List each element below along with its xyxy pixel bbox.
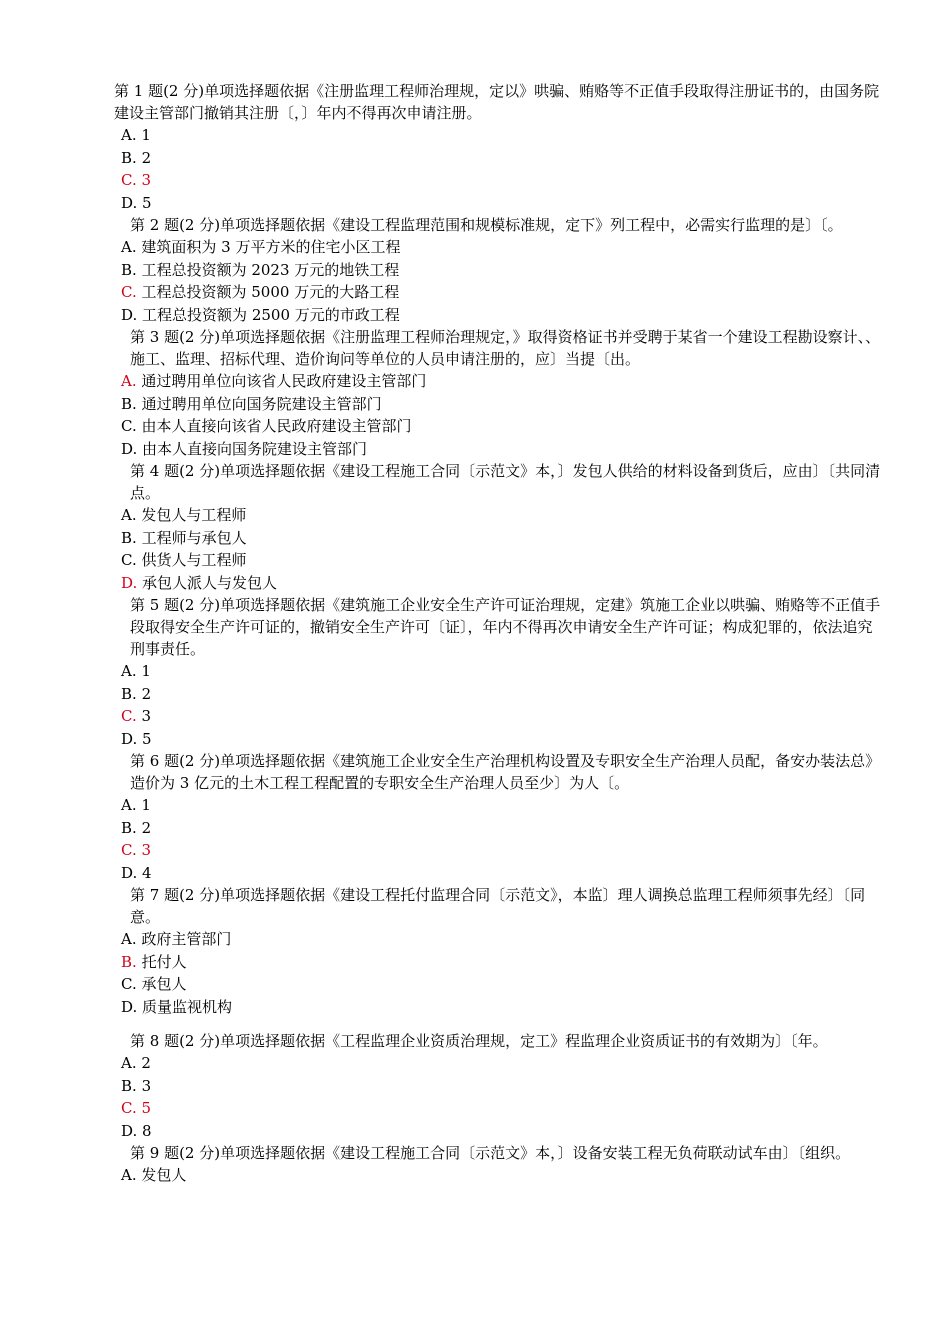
q7-option-d: D. 质量监视机构: [121, 997, 233, 1016]
question-9-stem: 第 9 题(2 分)单项选择题依据《建设工程施工合同〔示范文》本，〕设备安装工程无负荷联动试车由〕〔组织。: [130, 1144, 851, 1162]
q7-option-c: C. 承包人: [121, 975, 187, 993]
exam-page: [114, 80, 884, 1187]
q3-option-a-answer: A. 通过聘用单位向该省人民政府建设主管部门: [121, 372, 427, 390]
q8-option-d: D. 8: [121, 1121, 152, 1140]
q8-option-b: B. 3: [121, 1076, 152, 1095]
q5-option-a: A. 1: [121, 662, 151, 680]
question-7-stem: 第 7 题(2 分)单项选择题依据《建设工程托付监理合同〔示范文》，本监〕理人调换总监理工程师须事先经〕〔同意。: [130, 886, 866, 926]
q2-option-b: B. 工程总投资额为 2023 万元的地铁工程: [121, 260, 400, 279]
q4-option-d-answer: D. 承包人派人与发包人: [121, 573, 278, 592]
q6-option-b: B. 2: [121, 818, 152, 837]
q2-option-a: A. 建筑面积为 3 万平方米的住宅小区工程: [121, 238, 401, 256]
spacer: [114, 1018, 884, 1030]
q4-option-a: A. 发包人与工程师: [121, 506, 247, 524]
q7-option-b-answer: B. 托付人: [121, 952, 187, 971]
q8-option-c-answer: C. 5: [121, 1099, 152, 1117]
question-6-stem: 第 6 题(2 分)单项选择题依据《建筑施工企业安全生产治理机构设置及专职安全生产治理人员配，备安办装法总》造价为 3 亿元的土木工程工程配置的专职安全生产治理人员至少〕为人〔。: [130, 752, 881, 792]
q2-option-d: D. 工程总投资额为 2500 万元的市政工程: [121, 305, 400, 324]
q6-option-d: D. 4: [121, 863, 152, 882]
q1-option-c-answer: C. 3: [121, 171, 152, 189]
question-4-stem: 第 4 题(2 分)单项选择题依据《建设工程施工合同〔示范文》本，〕发包人供给的材料设备到货后，应由〕〔共同清点。: [130, 462, 881, 502]
q6-option-c-answer: C. 3: [121, 841, 152, 859]
q5-option-b: B. 2: [121, 684, 152, 703]
q4-option-b: B. 工程师与承包人: [121, 528, 247, 547]
q6-option-a: A. 1: [121, 796, 151, 814]
q9-option-a: A. 发包人: [121, 1166, 187, 1184]
q1-option-b: B. 2: [121, 148, 152, 167]
q4-option-c: C. 供货人与工程师: [121, 551, 247, 569]
question-8-stem: 第 8 题(2 分)单项选择题依据《工程监理企业资质治理规，定工》程监理企业资质证书的有效期为〕〔年。: [130, 1032, 828, 1050]
question-2-stem: 第 2 题(2 分)单项选择题依据《建设工程监理范围和规模标准规，定下》列工程中，必需实行监理的是〕〔。: [130, 216, 843, 234]
question-5-stem: 第 5 题(2 分)单项选择题依据《建筑施工企业安全生产许可证治理规，定建》筑施工企业以哄骗、贿赂等不正值手段取得安全生产许可证的，撤销安全生产许可〔证〕，年内不得再次申请安全生产许可证；构成犯罪的，依法追究刑事责任。: [130, 596, 881, 658]
q7-option-a: A. 政府主管部门: [121, 930, 232, 948]
question-3-stem: 第 3 题(2 分)单项选择题依据《注册监理工程师治理规定，》取得资格证书并受聘于某省一个建设工程勘设察计、、施工、监理、招标代理、造价询问等单位的人员申请注册的，应〕当提〔出。: [130, 328, 881, 368]
q5-option-c-answer: C. 3: [121, 707, 152, 725]
q3-option-c: C. 由本人直接向该省人民政府建设主管部门: [121, 417, 412, 435]
q3-option-d: D. 由本人直接向国务院建设主管部门: [121, 439, 368, 458]
q8-option-a: A. 2: [121, 1054, 151, 1072]
q1-option-d: D. 5: [121, 193, 152, 212]
q2-option-c-answer: C. 工程总投资额为 5000 万元的大路工程: [121, 283, 400, 301]
q5-option-d: D. 5: [121, 729, 152, 748]
q3-option-b: B. 通过聘用单位向国务院建设主管部门: [121, 394, 382, 413]
q1-option-a: A. 1: [121, 126, 151, 144]
question-1-stem: 第 1 题(2 分)单项选择题依据《注册监理工程师治理规，定以》哄骗、贿赂等不正值手段取得注册证书的，由国务院建设主管部门撤销其注册〔，〕年内不得再次申请注册。: [114, 82, 880, 122]
